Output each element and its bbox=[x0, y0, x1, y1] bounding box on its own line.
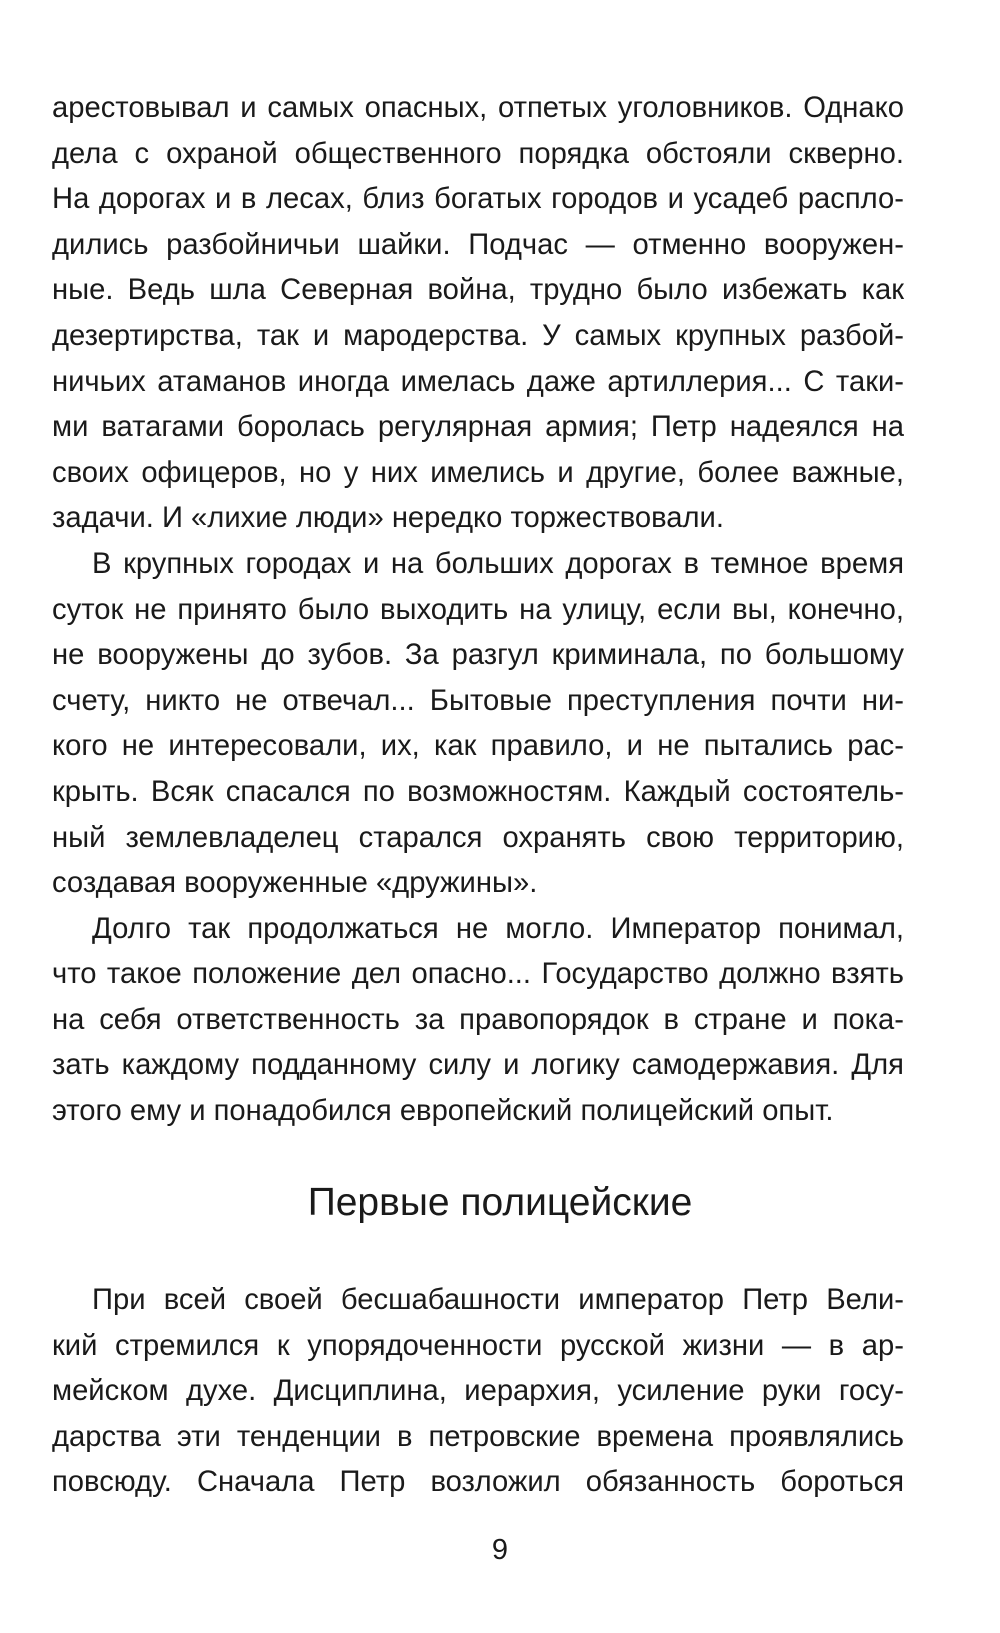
text-line: кий стремился к упорядоченности русской жизни — в ар- bbox=[52, 1329, 904, 1362]
text-line: В крупных городах и на больших дорогах в темное время bbox=[92, 547, 904, 580]
text-line: задачи. И «лихие люди» нередко торжествовали. bbox=[52, 502, 724, 535]
paragraph-2 bbox=[52, 542, 904, 907]
text-line: этого ему и понадобился европейский полицейский опыт. bbox=[52, 1095, 834, 1128]
paragraph-4 bbox=[52, 1278, 904, 1506]
text-line: дарства эти тенденции в петровские времена проявлялись bbox=[52, 1420, 904, 1453]
text-line: кого не интересовали, их, как правило, и не пытались рас- bbox=[52, 730, 904, 763]
text-line: на себя ответственность за правопорядок в стране и пока- bbox=[52, 1003, 904, 1036]
text-line: При всей своей бесшабашности император Петр Вели- bbox=[92, 1284, 904, 1316]
text-line: что такое положение дел опасно... Государство должно взять bbox=[52, 958, 904, 991]
text-line: На дорогах и в лесах, близ богатых городов и усадеб распло- bbox=[52, 183, 904, 216]
text-line: Долго так продолжаться не могло. Император понимал, bbox=[92, 912, 904, 945]
text-line: крыть. Всяк спасался по возможностям. Каждый состоятель- bbox=[52, 775, 904, 808]
paragraph-3 bbox=[52, 907, 904, 1135]
text-line: ми ватагами боролась регулярная армия; Петр надеялся на bbox=[52, 411, 904, 444]
paragraph-1 bbox=[52, 86, 904, 542]
text-line: счету, никто не отвечал... Бытовые преступления почти ни- bbox=[52, 684, 904, 717]
text-line: повсюду. Сначала Петр возложил обязанность бороться bbox=[52, 1466, 904, 1499]
text-line: суток не принято было выходить на улицу, если вы, конечно, bbox=[52, 593, 904, 626]
text-line: создавая вооруженные «дружины». bbox=[52, 867, 538, 900]
text-line: дезертирства, так и мародерства. У самых крупных разбой- bbox=[52, 319, 904, 352]
section-heading: Первые полицейские bbox=[307, 1181, 693, 1224]
text-line: ничьих атаманов иногда имелась даже артиллерия... С таки- bbox=[52, 365, 904, 398]
text-line: зать каждому подданному силу и логику самодержавия. Для bbox=[52, 1049, 904, 1082]
page-number: 9 bbox=[491, 1534, 509, 1566]
section-body bbox=[52, 1278, 904, 1506]
text-line: дились разбойничьи шайки. Подчас — отменно вооружен- bbox=[52, 228, 904, 261]
text-line: ные. Ведь шла Северная война, трудно было избежать как bbox=[52, 274, 904, 307]
text-line: своих офицеров, но у них имелись и другие, более важные, bbox=[52, 456, 904, 489]
text-line: не вооружены до зубов. За разгул криминала, по большому bbox=[52, 639, 904, 672]
text-line: ный землевладелец старался охранять свою территорию, bbox=[52, 821, 904, 854]
text-line: дела с охраной общественного порядка обстояли скверно. bbox=[52, 137, 904, 170]
text-line: мейском духе. Дисциплина, иерархия, усиление руки госу- bbox=[52, 1375, 904, 1408]
body-text bbox=[52, 86, 904, 1135]
text-line: арестовывал и самых опасных, отпетых уголовников. Однако bbox=[52, 92, 904, 124]
